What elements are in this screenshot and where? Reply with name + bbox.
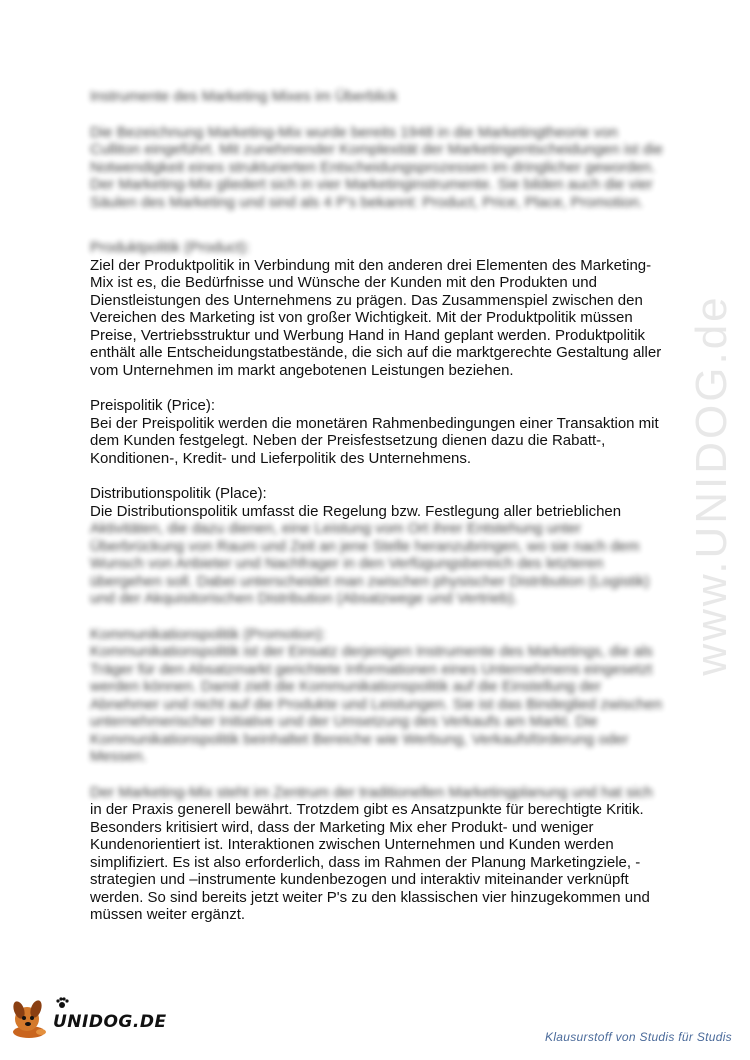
product-heading: Produktpolitik (Product):	[90, 239, 251, 256]
intro-paragraph: Die Bezeichnung Marketing-Mix wurde bereits 1948 in die Marketingtheorie von Culliton eingeführt. Mit zunehmender Komplexität der Marketingentscheidungen ist die Notwendigkeit eines strukturierten Entscheidungsprozessen im dringlicher geworden. Der Marketing-Mix gliedert sich in vier Marketinginstrumente. Sie bilden auch die vier Säulen des Marketing und sind als 4 P's bekannt: Product, Price, Place, Promotion.	[90, 123, 663, 211]
logo-text: UNIDOG.DE	[53, 1012, 167, 1032]
document-body	[90, 88, 670, 924]
conclusion-paragraph: in der Praxis generell bewährt. Trotzdem gibt es Ansatzpunkte für berechtigte Kritik. Besonders kritisiert wird, dass der Marketing Mix eher Produkt- und weniger Kundenorientiert ist. Interaktionen zwischen Unternehmen und Kunden werden simplifiziert. Es ist also erforderlich, dass im Rahmen der Planung Marketingziele, -strategien und –instrumente kundenbezogen und interaktiv miteinander verknüpft werden. So sind bereits jetzt weiter P's zu den klassischen vier hinzugekommen und müssen weiter ergänzt.	[90, 801, 650, 923]
product-paragraph: Ziel der Produktpolitik in Verbindung mit den anderen drei Elementen des Marketing-Mix ist es, die Bedürfnisse und Wünsche der Kunden mit den Produkten und Dienstleistungen des Unternehmens zu prägen. Das Zusammenspiel zwischen den Vereichen des Marketing ist von großer Wichtigkeit. Mit der Produktpolitik müssen Preise, Vertriebsstruktur und Werbung Hand in Hand geplant werden. Produktpolitik enthält alle Entscheidungstatbestände, die sich auf die marktgerechte Gestaltung aller vom Unternehmen im markt angebotenen Leistungen beziehen.	[90, 256, 662, 379]
price-heading: Preispolitik (Price):	[90, 397, 216, 414]
conclusion-first-line: Der Marketing-Mix steht im Zentrum der traditionellen Marketingplanung und hat sich	[90, 783, 653, 801]
document-title: Instrumente des Marketing Mixes im Überblick	[90, 88, 398, 105]
place-paragraph-blurred: Aktivitäten, die dazu dienen, eine Leistung vom Ort ihrer Entstehung unter Überbrückung von Raum und Zeit an jene Stelle heranzubringen, wo sie nach dem Wunsch von Anbieter und Nachfrager in den Verfügungsbereich des letzteren übergehen soll. Dabei unterscheidet man zwischen physischer Distribution (Logistik) und der Akquisitorischen Distribution (Absatzwege und Vertrieb).	[90, 520, 650, 607]
unidog-logo	[5, 992, 167, 1042]
price-paragraph: Bei der Preispolitik werden die monetären Rahmenbedingungen einer Transaktion mit dem Kunden festgelegt. Neben der Preisfestsetzung dienen dazu die Rabatt-, Konditionen-, Kredit- und Lieferpolitik des Unternehmens.	[90, 414, 659, 467]
place-paragraph: Die Distributionspolitik umfasst die Regelung bzw. Festlegung aller betrieblichen	[90, 502, 622, 520]
promotion-heading: Kommunikationspolitik (Promotion):	[90, 625, 326, 643]
promotion-paragraph: Kommunikationspolitik ist der Einsatz derjenigen Instrumente des Marketings, die als Träger für den Absatzmarkt gerichtete Informationen eines Unternehmens eingesetzt werden können. Damit zielt die Kommunikationspolitik auf die Einstellung der Abnehmer und nicht auf die Produkte und Leistungen. Sie ist das Bindeglied zwischen unternehmerischer Initiative und der Umsetzung des Verkaufs am Markt. Die Kommunikationspolitik beinhaltet Bereiche wie Werbung, Verkaufsförderung oder Messen.	[90, 643, 663, 765]
paw-icon	[55, 996, 69, 1010]
dog-icon	[5, 992, 53, 1042]
place-heading: Distributionspolitik (Place):	[90, 485, 267, 502]
footer-tagline: Klausurstoff von Studis für Studis	[545, 1030, 732, 1044]
watermark: www.UNIDOG.de	[687, 294, 736, 676]
